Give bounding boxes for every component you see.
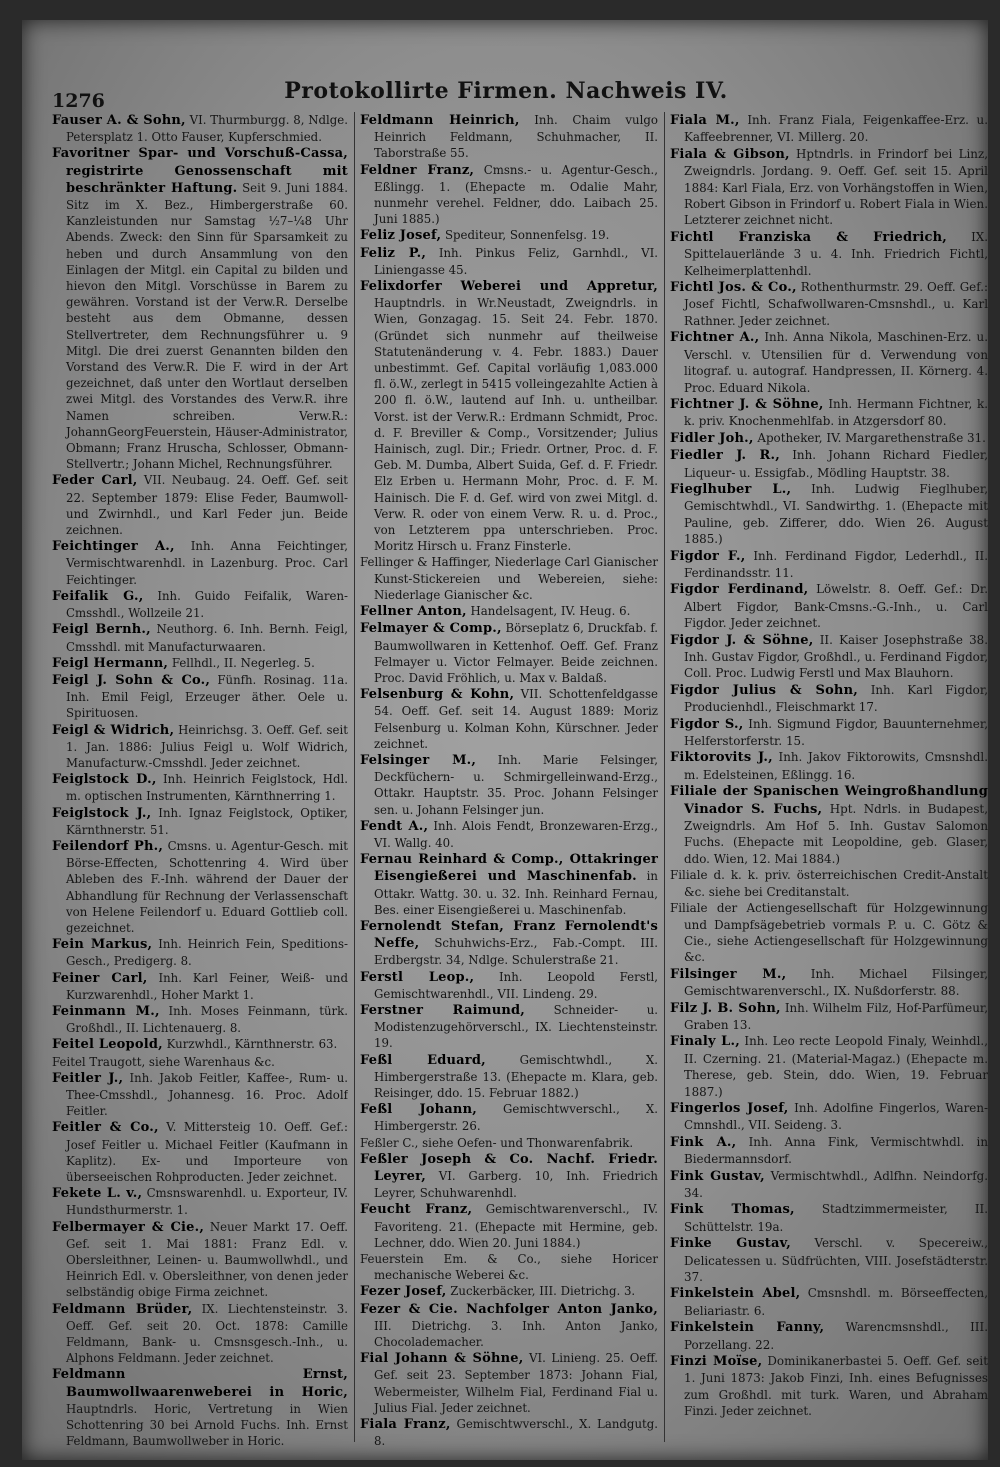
directory-entry: [52, 771, 348, 804]
directory-entry: [360, 1101, 658, 1134]
directory-entry: [670, 396, 988, 430]
firm-name: Fichtner J. & Söhne,: [670, 396, 824, 412]
entry-text: Gemischtwhdl., X. Himbergerstraße 13. (Ehepacte m. Klara, geb. Reisinger, ddo. 15. Februar 1882.): [374, 1052, 658, 1100]
directory-entry: [670, 581, 988, 631]
directory-entry: [360, 1135, 658, 1151]
directory-entry: [52, 1070, 348, 1120]
directory-entry: [52, 1366, 348, 1449]
directory-entry: [360, 686, 658, 752]
directory-entry: [670, 430, 988, 447]
directory-entry: [52, 538, 348, 588]
column-1: [52, 112, 348, 1452]
directory-entry: [670, 1201, 988, 1235]
entry-text: Zuckerbäcker, III. Dietrichg. 3.: [450, 1284, 636, 1299]
directory-entry: [360, 1416, 658, 1449]
directory-entry: [670, 632, 988, 682]
directory-entry: [360, 1052, 658, 1102]
directory-entry: [360, 1151, 658, 1202]
entry-text: V. Mittersteig 10. Oeff. Gef.: Josef Feitler u. Michael Feitler (Kaufmann in Kaplitz). Ex- und Importeure von überseeischen Rohproducten. Jeder zeichnet.: [66, 1120, 348, 1184]
entry-text: IX. Liechtensteinstr. 3. Oeff. Gef. seit 20. Oct. 1878: Camille Feldmann, Bank- u. Cmsnsgesch.-Inh., u. Alphons Feldmann. Jeder zeichnet.: [66, 1301, 348, 1366]
directory-entry: [52, 936, 348, 969]
entry-text: Inh. Jakob Feitler, Kaffee-, Rum- u. Thee-Cmsshdl., Johannesg. 16. Proc. Adolf Feitler.: [66, 1070, 348, 1119]
directory-entry: [670, 783, 988, 867]
directory-entry: [52, 655, 348, 672]
directory-entry: [670, 1000, 988, 1034]
directory-entry: [52, 970, 348, 1003]
firm-name: Fieglhuber L.,: [670, 481, 792, 497]
firm-name: Fendt A.,: [360, 818, 429, 834]
firm-name: Feliz Josef,: [360, 228, 442, 244]
entry-text: Verschl. v. Specereiw., Delicatessen u. Südfrüchten, VIII. Josefstädterstr. 37.: [684, 1236, 988, 1285]
entry-text: Vermischtwhdl., Adlfhn. Neindorfg. 34.: [684, 1168, 988, 1200]
firm-name: Fein Markus,: [52, 937, 153, 953]
entry-text: Inh. Heinrich Feiglstock, Hdl. m. optischen Instrumenten, Kärnthnerring 1.: [66, 772, 348, 804]
entry-text: Inh. Johann Richard Fiedler, Liqueur- u. Essigfab., Mödling Hauptstr. 38.: [684, 448, 988, 480]
firm-name: Fiala & Gibson,: [670, 146, 790, 162]
entry-text: II. Kaiser Josephstraße 38. Inh. Gustav Figdor, Großhdl., u. Ferdinand Figdor, Coll. Proc. Ludwig Ferstl und Max Blauhorn.: [684, 632, 988, 681]
directory-entry: [670, 716, 988, 750]
entry-text: VII. Schottenfeldgasse 54. Oeff. Gef. seit 14. August 1889: Moriz Felsenburg u. Kolman Kohn, Kürschner. Jeder zeichnet.: [374, 687, 658, 751]
entry-text: Seit 9. Juni 1884. Sitz im X. Bez., Himbergerstraße 60. Kanzleistunden nur Samstag ½7–¼8 Uhr Abends. Zweck: den Sinn für Sparsamkeit zu heben und durch Ansammlung von den Einlagen der Mitgl. ein Capital zu bilden und hievon den Mitgl. Vorschüsse in Barem zu gewähren. Vorstand ist der Verw.R. Derselbe besteht aus dem Obmanne, dessen Stellvertreter, dem Rechnungsführer u. 9 Mitgl. Die drei zuerst Genannten bilden den Vorstand des Verw.R. Die F. wird in der Art gezeichnet, daß unter den Wortlaut derselben zwei Mitgl. des Vorstandes des Verw.R. ihre Namen schreiben. Verw.R.: JohannGeorgFeuerstein, Häuser-Administrator, Obmann; Franz Hruscha, Schlosser, Obmann-Stellvertr.; Johann Michel, Rechnungsführer.: [66, 180, 348, 472]
firm-name: Felsenburg & Kohn,: [360, 687, 515, 703]
directory-entry: [52, 1185, 348, 1218]
firm-name: Fiktorovits J.,: [670, 750, 773, 766]
firm-name: Fink Thomas,: [670, 1202, 795, 1218]
entry-text: Feuerstein Em. & Co., siehe Horicer mechanische Weberei &c.: [360, 1252, 658, 1283]
entry-text: Feßler C., siehe Oefen- und Thonwarenfabrik.: [360, 1135, 634, 1150]
entry-text: Inh. Pinkus Feliz, Garnhdl., VI. Liniengasse 45.: [374, 245, 658, 277]
entry-text: Filiale d. k. k. priv. österreichischen Credit-Anstalt &c. siehe bei Creditanstalt.: [670, 868, 988, 899]
firm-name: Finkelstein Abel,: [670, 1286, 801, 1302]
firm-name: Fauser A. & Sohn,: [52, 113, 186, 128]
firm-name: Fekete L. v.,: [52, 1186, 143, 1202]
firm-name: Finaly L.,: [670, 1034, 740, 1050]
firm-name: Feitel Leopold,: [52, 1037, 163, 1053]
entry-text: Inh. Moses Feinmann, türk. Großhdl., II. Lichtenauerg. 8.: [66, 1003, 348, 1036]
directory-entry: [670, 329, 988, 396]
directory-entry: [52, 112, 348, 145]
entry-text: Fellhdl., II. Negerleg. 5.: [171, 655, 315, 670]
entry-text: Inh. Chaim vulgo Heinrich Feldmann, Schuhmacher, II. Taborstraße 55.: [374, 113, 658, 161]
firm-name: Feitler & Co.,: [52, 1120, 159, 1136]
firm-name: Fichtl Franziska & Friedrich,: [670, 229, 948, 245]
entry-text: Stadtzimmermeister, II. Schüttelstr. 19a.: [684, 1202, 988, 1234]
column-3: [670, 112, 988, 1452]
entry-text: Cmsnswarenhdl. u. Exporteur, IV. Hundsthurmerstr. 1.: [66, 1186, 348, 1218]
firm-name: Figdor Ferdinand,: [670, 582, 809, 598]
firm-name: Feifalik G.,: [52, 588, 144, 604]
entry-text: Fünfh. Rosinag. 11a. Inh. Emil Feigl, Erzeuger äther. Oele u. Spirituosen.: [66, 672, 348, 721]
entry-text: Inh. Anna Feichtinger, Vermischtwarenhdl. in Lazenburg. Proc. Carl Feichtinger.: [66, 539, 348, 587]
firm-name: Feldmann Heinrich,: [360, 113, 520, 128]
directory-entry: [360, 1301, 658, 1351]
entry-text: VI. Thurmburgg. 8, Ndlge. Petersplatz 1. Otto Fauser, Kupferschmied.: [66, 113, 348, 145]
entry-text: Heinrichsg. 3. Oeff. Gef. seit 1. Jan. 1886: Julius Feigl u. Wolf Widrich, Manufacturw.-Cmsshdl. Jeder zeichnet.: [66, 722, 348, 770]
entry-text: Inh. Ignaz Feiglstock, Optiker, Kärnthnerstr. 51.: [66, 805, 348, 837]
entry-text: Inh. Anna Fink, Vermischtwhdl. in Biedermannsdorf.: [684, 1134, 988, 1167]
firm-name: Feßl Eduard,: [360, 1052, 486, 1068]
firm-name: Fink A.,: [670, 1134, 737, 1150]
directory-entry: [670, 682, 988, 716]
column-divider: [664, 112, 665, 1442]
firm-name: Felmayer & Comp.,: [360, 621, 502, 637]
directory-entry: [670, 867, 988, 900]
firm-name: Finke Gustav,: [670, 1236, 792, 1252]
directory-entry: [52, 588, 348, 621]
entry-text: Hptndrls. in Frindorf bei Linz, Zweigndrls. Jordang. 9. Oeff. Gef. seit 15. April 1884: Karl Fiala, Erz. von Vorhängstoffen in Wien, Robert Gibson in Frindorf u. Robert Fiala in Wien. Letzterer zeichnet nicht.: [684, 146, 988, 228]
directory-entry: [360, 603, 658, 620]
directory-entry: [360, 620, 658, 686]
directory-entry: [670, 447, 988, 481]
entry-text: Filiale der Actiengesellschaft für Holzgewinnung und Dampfsägebetrieb vormals P. u. C. Götz & Cie., siehe Actiengesellschaft für Holzgewinnung &c.: [670, 901, 988, 965]
directory-entry: [670, 279, 988, 329]
firm-name: Feigl Bernh.,: [52, 622, 151, 638]
firm-name: Fidler Joh.,: [670, 430, 754, 446]
directory-entry: [360, 245, 658, 278]
firm-name: Feder Carl,: [52, 473, 138, 489]
entry-text: Inh. Adolfine Fingerlos, Waren-Cmnshdl., VII. Seideng. 3.: [684, 1100, 988, 1133]
directory-entry: [670, 1134, 988, 1168]
entry-text: in Ottakr. Wattg. 30. u. 32. Inh. Reinhard Fernau, Bes. einer Eisengießerei u. Maschinenfab.: [374, 869, 658, 917]
firm-name: Fiala M.,: [670, 113, 740, 128]
firm-name: Finzi Moïse,: [670, 1354, 763, 1370]
firm-name: Fiala Franz,: [360, 1417, 451, 1433]
directory-entry: [52, 1301, 348, 1367]
directory-entry: [52, 1054, 348, 1070]
entry-text: IX. Spittelauerlände 3 u. 4. Inh. Friedrich Fichtl, Kelheimerplattenhdl.: [684, 229, 988, 278]
directory-entry: [52, 145, 348, 472]
directory-entry: [360, 752, 658, 818]
firm-name: Felixdorfer Weberei und Appretur,: [360, 279, 658, 295]
firm-name: Ferstl Leop.,: [360, 969, 475, 985]
entry-text: Inh. Wilhelm Filz, Hof-Parfümeur, Graben 13.: [684, 1000, 988, 1032]
firm-name: Fernolendt Stefan, Franz Fernolendt's Neffe,: [360, 918, 658, 952]
directory-entry: [52, 1036, 348, 1053]
firm-name: Feigl & Widrich,: [52, 722, 175, 738]
directory-entry: [670, 1353, 988, 1420]
column-2: [360, 112, 658, 1452]
entry-text: Inh. Leopold Ferstl, Gemischtwarenhdl., VII. Lindeng. 29.: [374, 969, 658, 1001]
firm-name: Feiglstock D.,: [52, 772, 157, 788]
directory-entry: [670, 1168, 988, 1202]
directory-entry: [670, 146, 988, 229]
directory-entry: [52, 1003, 348, 1036]
entry-text: Inh. Karl Figdor, Producienhdl., Fleischmarkt 17.: [684, 682, 988, 715]
firm-name: Figdor J. & Söhne,: [670, 632, 814, 648]
directory-entry: [52, 472, 348, 538]
firm-name: Filsinger M.,: [670, 966, 787, 982]
directory-entry: [52, 1119, 348, 1185]
entry-text: Börseplatz 6, Druckfab. f. Baumwollwaren in Kettenhof. Oeff. Gef. Franz Felmayer u. Victor Felmayer. Beide zeichnen. Proc. David Fröhlich, u. Max v. Baldaß.: [374, 621, 658, 685]
entry-text: Schneider- u. Modistenzugehörverschl., IX. Liechtensteinstr. 19.: [374, 1002, 658, 1051]
text-columns: [52, 112, 988, 1452]
directory-entry: [52, 672, 348, 722]
firm-name: Fellner Anton,: [360, 604, 467, 620]
entry-text: Neuer Markt 17. Oeff. Gef. seit 1. Mai 1881: Franz Edl. v. Obersleithner, Leinen- u. Baumwollwhdl., und Heinrich Edl. v. Obersleithner, von denen jeder selbständig obige Firma zeichnet.: [66, 1219, 348, 1300]
firm-name: Fezer & Cie. Nachfolger Anton Janko,: [360, 1301, 658, 1317]
firm-name: Figdor F.,: [670, 548, 746, 564]
firm-name: Felsinger M.,: [360, 752, 477, 768]
entry-text: Inh. Guido Feifalik, Waren-Cmsshdl., Wollzeile 21.: [66, 588, 348, 621]
firm-name: Feilendorf Ph.,: [52, 838, 164, 854]
firm-name: Fichtl Jos. & Co.,: [670, 280, 797, 296]
entry-text: Inh. Jakov Fiktorowits, Cmsnshdl. m. Edelsteinen, Eßlingg. 16.: [684, 750, 988, 782]
entry-text: Inh. Leo recte Leopold Finaly, Weinhdl., II. Czerning. 21. (Material-Magaz.) (Ehepacte m. Therese, geb. Stein, ddo. Wien, 19. Februar 1887.): [684, 1034, 988, 1099]
page-header: [52, 74, 960, 114]
directory-entry: [360, 1350, 658, 1416]
directory-entry: [360, 112, 658, 162]
directory-entry: [360, 278, 658, 554]
firm-name: Feliz P.,: [360, 245, 427, 261]
directory-entry: [670, 966, 988, 1000]
firm-name: Feigl Hermann,: [52, 655, 169, 671]
directory-entry: [670, 1100, 988, 1134]
directory-entry: [360, 969, 658, 1002]
entry-text: Cmsns. u. Agentur-Gesch. mit Börse-Effecten, Schottenring 4. Wird über Ableben des F.-Inh. während der Dauer der Abhandlung für Rechnung der Verlassenschaft von Helene Feilendorf u. Eduard Gottlieb coll. gezeichnet.: [66, 838, 348, 935]
firm-name: Feigl J. Sohn & Co.,: [52, 672, 211, 688]
entry-text: Rothenthurmstr. 29. Oeff. Gef.: Josef Fichtl, Schafwollwaren-Cmsnshdl., u. Karl Rathner. Jeder zeichnet.: [684, 280, 988, 328]
firm-name: Feldmann Brüder,: [52, 1301, 193, 1317]
entry-text: VI. Linieng. 25. Oeff. Gef. seit 23. September 1873: Johann Fial, Webermeister, Wilhelm Fial, Ferdinand Fial u. Julius Fial. Jeder zeichnet.: [374, 1351, 658, 1415]
entry-text: Apotheker, IV. Margarethenstraße 31.: [757, 430, 986, 445]
firm-name: Figdor S.,: [670, 716, 744, 732]
entry-text: Inh. Karl Feiner, Weiß- und Kurzwarenhdl., Hoher Markt 1.: [66, 970, 348, 1002]
page-number: 1276: [52, 90, 105, 112]
firm-name: Feldner Franz,: [360, 162, 475, 178]
entry-text: Inh. Marie Felsinger, Deckfüchern- u. Schmirgelleinwand-Erzg., Ottakr. Hauptstr. 35. Proc. Johann Felsinger sen. u. Johann Felsinger jun.: [374, 752, 658, 817]
directory-entry: [670, 1235, 988, 1285]
entry-text: VII. Neubaug. 24. Oeff. Gef. seit 22. September 1879: Elise Feder, Baumwoll- und Zwirnhdl., und Karl Feder jun. Beide zeichnen.: [66, 473, 348, 538]
directory-entry: [360, 818, 658, 851]
directory-entry: [52, 838, 348, 936]
directory-entry: [52, 621, 348, 654]
entry-text: Inh. Alois Fendt, Bronzewaren-Erzg., VI. Wallg. 40.: [374, 818, 658, 850]
entry-text: Dominikanerbastei 5. Oeff. Gef. seit 1. Juni 1873: Jakob Finzi, Inh. eines Befugnisses zum Großhdl. mit turk. Waren, und Abraham Finzi. Jeder zeichnet.: [684, 1354, 988, 1419]
entry-text: Neuthorg. 6. Inh. Bernh. Feigl, Cmsshdl. mit Manufacturwaaren.: [66, 622, 348, 654]
entry-text: Löwelstr. 8. Oeff. Gef.: Dr. Albert Figdor, Bank-Cmsns.-G.-Inh., u. Carl Figdor. Jeder zeichnet.: [684, 582, 988, 631]
firm-name: Feitler J.,: [52, 1070, 124, 1086]
entry-text: Gemischtwarenverschl., IV. Favoriteng. 21. (Ehepacte mit Hermine, geb. Lechner, ddo. Wien 20. Juni 1884.): [374, 1202, 658, 1250]
firm-name: Finkelstein Fanny,: [670, 1320, 825, 1336]
firm-name: Fichtner A.,: [670, 330, 760, 346]
entry-text: Warencmsnshdl., III. Porzellang. 22.: [684, 1320, 988, 1352]
directory-entry: [670, 112, 988, 146]
directory-entry: [360, 851, 658, 918]
firm-name: Felbermayer & Cie.,: [52, 1219, 205, 1235]
entry-text: Gemischtwverschl., X. Himbergerstr. 26.: [374, 1102, 658, 1134]
directory-page: [22, 20, 988, 1460]
firm-name: Feinmann M.,: [52, 1003, 160, 1019]
directory-entry: [360, 1002, 658, 1052]
firm-name: Fink Gustav,: [670, 1168, 765, 1184]
entry-text: Gemischtwverschl., X. Landgutg. 8.: [374, 1417, 658, 1449]
firm-name: Feldmann Ernst, Baumwollwaarenweberei in Horic,: [52, 1367, 348, 1400]
directory-entry: [360, 1201, 658, 1251]
firm-name: Fezer Josef,: [360, 1284, 447, 1300]
entry-text: Inh. Ludwig Fieglhuber, Gemischtwhdl., VI. Sandwirthg. 1. (Ehepacte mit Pauline, geb. Zifferer, ddo. Wien 26. August 1885.): [684, 481, 988, 547]
firm-name: Figdor Julius & Sohn,: [670, 682, 858, 698]
entry-text: Handelsagent, IV. Heug. 6.: [470, 604, 631, 619]
entry-text: Feitel Traugott, siehe Warenhaus &c.: [52, 1054, 275, 1069]
directory-entry: [670, 1033, 988, 1100]
directory-entry: [360, 554, 658, 603]
entry-text: Inh. Franz Fiala, Feigenkaffee-Erz. u. Kaffeebrenner, VI. Millerg. 20.: [684, 113, 988, 145]
directory-entry: [360, 1251, 658, 1283]
firm-name: Feichtinger A.,: [52, 539, 175, 555]
directory-entry: [670, 229, 988, 279]
entry-text: Schuhwichs-Erz., Fab.-Compt. III. Erdbergstr. 34, Ndlge. Schulerstraße 21.: [374, 936, 658, 968]
entry-text: Inh. Ferdinand Figdor, Lederhdl., II. Ferdinandsstr. 11.: [684, 548, 988, 580]
directory-entry: [360, 1283, 658, 1300]
entry-text: Fellinger & Haffinger, Niederlage Carl Gianischer Kunst-Stickereien und Webereien, siehe: Niederlage Gianischer &c.: [360, 555, 658, 602]
firm-name: Fingerlos Josef,: [670, 1100, 789, 1116]
directory-entry: [670, 749, 988, 783]
entry-text: Cmsns.- u. Agentur-Gesch., Eßlingg. 1. (Ehepacte m. Odalie Mahr, nunmehr verehel. Feldner, ddo. Laibach 25. Juni 1885.): [374, 162, 658, 227]
directory-entry: [670, 1319, 988, 1353]
entry-text: III. Dietrichg. 3. Inh. Anton Janko, Chocolademacher.: [374, 1318, 658, 1350]
firm-name: Feiglstock J.,: [52, 805, 152, 821]
directory-entry: [52, 805, 348, 838]
running-title: Protokollirte Firmen. Nachweis IV.: [284, 78, 728, 104]
directory-entry: [52, 1219, 348, 1301]
entry-text: Hpt. Ndrls. in Budapest, Zweigndrls. Am Hof 5. Inh. Gustav Salomon Fuchs. (Ehepacte mit Leopoldine, geb. Glaser, ddo. Wien, 12. Mai 1884.): [684, 801, 988, 866]
directory-entry: [360, 918, 658, 969]
entry-text: Inh. Heinrich Fein, Speditions-Gesch., Predigerg. 8.: [66, 937, 348, 969]
firm-name: Feiner Carl,: [52, 970, 148, 986]
firm-name: Feucht Franz,: [360, 1202, 473, 1218]
entry-text: Kurzwhdl., Kärnthnerstr. 63.: [166, 1037, 338, 1052]
firm-name: Feßler Joseph & Co. Nachf. Friedr. Leyrer,: [360, 1151, 658, 1184]
directory-entry: [670, 900, 988, 966]
entry-text: Cmsnshdl. m. Börseeffecten, Beliariastr. 6.: [684, 1286, 988, 1318]
firm-name: Ferstner Raimund,: [360, 1002, 526, 1018]
directory-entry: [360, 162, 658, 228]
entry-text: Inh. Hermann Fichtner, k. k. priv. Knochenmehlfab. in Atzgersdorf 80.: [684, 396, 988, 429]
directory-entry: [670, 1285, 988, 1319]
firm-name: Feßl Johann,: [360, 1102, 477, 1118]
entry-text: VI. Garberg. 10, Inh. Friedrich Leyrer, Schuhwarenhdl.: [374, 1169, 658, 1201]
firm-name: Filz J. B. Sohn,: [670, 1000, 781, 1016]
entry-text: Inh. Sigmund Figdor, Bauunternehmer, Helferstorferstr. 15.: [684, 716, 988, 749]
entry-text: Spediteur, Sonnenfelsg. 19.: [444, 228, 610, 243]
column-divider: [354, 112, 355, 1442]
firm-name: Fernau Reinhard & Comp., Ottakringer Eisengießerei und Maschinenfab.: [360, 852, 658, 885]
firm-name: Filiale der Spanischen Weingroßhandlung Vinador S. Fuchs,: [670, 784, 988, 817]
entry-text: Hauptndrls. Horic, Vertretung in Wien Schottenring 30 bei Arnold Fuchs. Inh. Ernst Feldmann, Baumwollweber in Horic.: [66, 1401, 348, 1449]
firm-name: Fiedler J. R.,: [670, 448, 780, 464]
entry-text: Inh. Anna Nikola, Maschinen-Erz. u. Verschl. v. Utensilien für d. Verwendung von litograf. u. autograf. Handpressen, II. Körnerg. 4. Proc. Eduard Nikola.: [684, 330, 988, 395]
directory-entry: [670, 548, 988, 582]
firm-name: Fial Johann & Söhne,: [360, 1351, 524, 1367]
directory-entry: [52, 722, 348, 772]
entry-text: Hauptndrls. in Wr.Neustadt, Zweigndrls. in Wien, Gonzagag. 15. Seit 24. Febr. 1870. (Gründet sich nunmehr auf theilweise Statutenänderung v. 4. Febr. 1883.) Dauer unbestimmt. Gef. Capital vorläufig 1,083.000 fl. ö.W., zerlegt in 5415 volleingezahlte Actien à 200 fl. ö.W., lautend auf Inh. u. untheilbar. Vorst. ist der Verw.R.: Erdmann Schmidt, Proc. d. F. Breviller & Comp., Vorsitzender; Julius Hainisch, zugl. Dir.; Friedr. Ortner, Proc. d. F. Geb. M. Dumba, Albert Suida, Gef. d. F. Friedr. Elz Erben u. Hermann Mohr, Proc. d. F. M. Hainisch. Die F. d. Gef. wird von zwei Mitgl. d. Verw. R. oder von einem Verw. R. u. d. Proc., von Letzterem ppa unterschrieben. Proc. Moritz Hirsch u. Franz Finsterle.: [374, 296, 658, 554]
entry-text: Inh. Michael Filsinger, Gemischtwarenverschl., IX. Nußdorferstr. 88.: [684, 966, 988, 999]
directory-entry: [670, 481, 988, 548]
directory-entry: [360, 227, 658, 244]
firm-name: Favoritner Spar- und Vorschuß-Cassa, registrirte Genossenschaft mit beschränkter Haftung.: [52, 146, 348, 196]
